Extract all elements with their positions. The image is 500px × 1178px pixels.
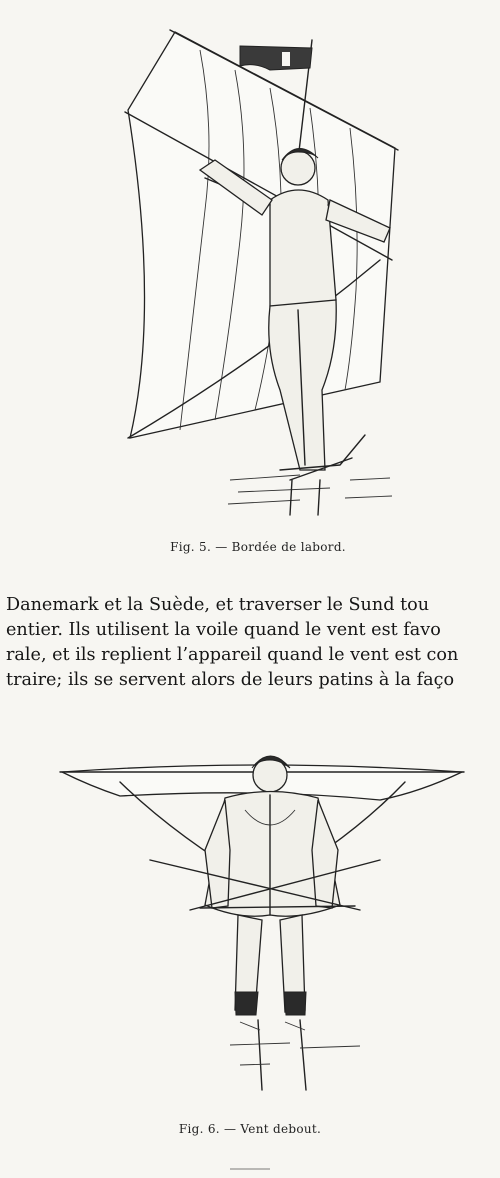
figure-5-illustration bbox=[0, 10, 500, 520]
body-line-4: traire; ils se servent alors de leurs patins à la faço bbox=[6, 670, 455, 690]
body-line-1: Danemark et la Suède, et traverser le Sund tou bbox=[6, 595, 430, 615]
skater-front-drawing bbox=[0, 730, 500, 1100]
figure-6-illustration bbox=[0, 730, 500, 1100]
body-line-2: entier. Ils utilisent la voile quand le vent est favo bbox=[6, 620, 441, 640]
figure-5-caption: Fig. 5. — Bordée de labord. bbox=[170, 540, 346, 554]
figure-6-caption: Fig. 6. — Vent debout. bbox=[178, 1122, 322, 1136]
skater-sail-side-drawing bbox=[0, 10, 500, 520]
body-line-3: rale, et ils replient l’appareil quand le vent est con bbox=[6, 645, 459, 665]
body-paragraph bbox=[6, 593, 500, 693]
page-bottom-artifact bbox=[230, 1168, 270, 1170]
